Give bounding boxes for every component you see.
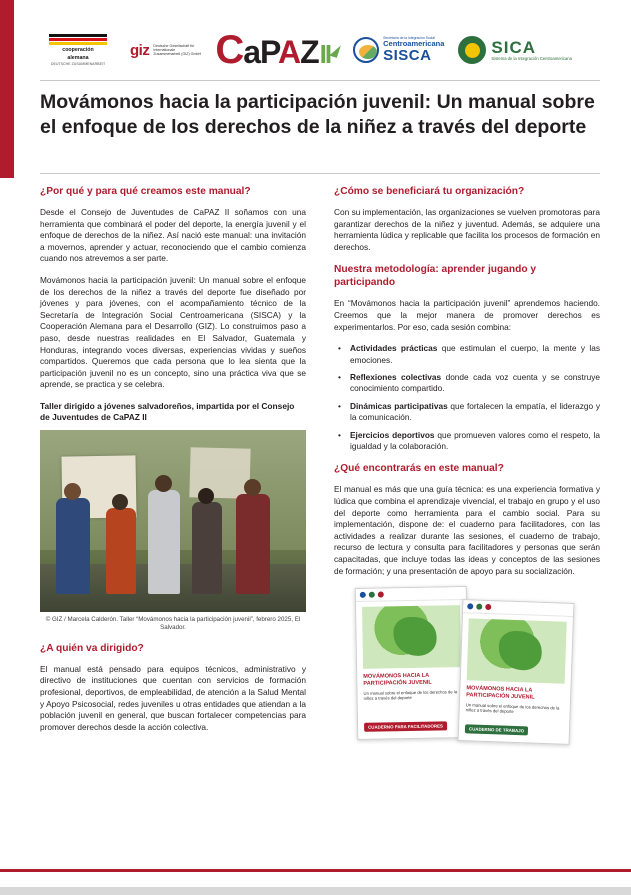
cooperacion-line1: cooperación: [62, 46, 94, 53]
bullet-term: Actividades prácticas: [350, 343, 438, 354]
sisca-mid-text: Centroamericana: [383, 39, 445, 49]
sisca-wordmark: SISCA: [383, 46, 432, 64]
heading-que-encontraras: ¿Qué encontrarás en este manual?: [334, 463, 504, 475]
cover-logo-dot-icon: [476, 604, 482, 610]
sica-seal-icon: [458, 36, 486, 64]
manual-cover-mockups: [334, 587, 600, 747]
workshop-photo: [40, 430, 306, 612]
cooperacion-line3: DEUTSCHE ZUSAMMENARBEIT: [50, 61, 106, 66]
paragraph-beneficio-1: Con su implementación, las organizaciones se vuelven promotoras para garantizar derechos de la niñez y juventud. Además, se adquiere una herramienta lúdica y replicable que facilita los procesos de formación en derechos.: [334, 207, 600, 252]
leaf-icon: [329, 43, 341, 58]
list-item: [334, 343, 600, 366]
title-divider: [40, 173, 600, 174]
cover-trabajo: [458, 599, 575, 745]
cover-subtitle: Un manual sobre el enfoque de los derechos de la niñez a través del deporte: [465, 702, 560, 715]
photo-credit: © GIZ / Marcela Calderón. Taller “Movámonos hacia la participación juvenil”, febrero 2025, El Salvador.: [45, 615, 301, 631]
bullet-text: que promueven valores como el respeto, la igualdad y la colaboración.: [350, 429, 601, 451]
bullet-text: que estimulan el cuerpo, la mente y las emociones.: [350, 343, 600, 365]
heading-como-beneficiara: ¿Cómo se beneficiará tu organización?: [334, 186, 525, 197]
left-column: [40, 185, 306, 743]
heading-a-quien: ¿A quién va dirigido?: [40, 642, 144, 654]
cover-logo-dot-icon: [378, 592, 384, 598]
bullet-term: Dinámicas participativas: [350, 400, 448, 411]
cover-title: MOVÁMONOS HACIA LA PARTICIPACIÓN JUVENIL: [466, 685, 535, 701]
footer-bar: [0, 869, 631, 895]
capaz-logo: [215, 30, 339, 70]
list-item: [334, 372, 600, 395]
sica-logo: [458, 36, 572, 64]
cover-facilitadores: [355, 586, 470, 740]
left-accent-bar: [0, 0, 14, 178]
cover-tag: CUADERNO DE TRABAJO: [465, 724, 528, 735]
bullet-text: que fortalecen la empatía, el liderazgo y la comunicación.: [350, 400, 600, 423]
cover-subtitle: Un manual sobre el enfoque de los derechos de la niñez a través del deporte: [363, 689, 458, 702]
cover-map-illustration: [467, 618, 567, 683]
list-item: [334, 430, 600, 453]
giz-fulltext: Deutsche Gesellschaft für Internationale Zusammenarbeit (GIZ) GmbH: [153, 43, 202, 57]
paragraph-que-encontraras-1: El manual es más que una guía técnica: es una experiencia formativa y lúdica que combina el aprendizaje vivencial, el trabajo en grupo y el uso del deporte como herramienta para el cambio social. Para su implementación, dispone de: el cuaderno para facilitadores, con las actividades a realizar durante las sesiones, el cuaderno de trabajo, recurso de lectura y consulta para facilitadores y personas que serán capacitadas, que incluye todas las ideas y conceptos de las sesiones de formación; y una presentación de apoyo para su socialización.: [334, 484, 600, 576]
heading-por-que: ¿Por qué y para qué creamos este manual?: [40, 186, 251, 197]
cooperacion-line2: alemana: [67, 55, 89, 62]
bullet-term: Reflexiones colectivas: [350, 371, 442, 382]
cooperacion-alemana-logo: [40, 34, 116, 66]
cover-logo-strip: [463, 600, 573, 617]
german-flag-icon: [49, 34, 107, 45]
paragraph-por-que-2: Movámonos hacia la participación juvenil: Un manual sobre el enfoque de los derechos de la niñez a través del deporte fue diseñado por jóvenes y para jóvenes, con el acompañamiento técnico de la Secretaría de Integración Social Centroamericana (SISCA) y la Cooperación Alemana para el Desarrollo (GIZ). Lo construimos paso a paso, desde nuestras realidades en El Salvador, Guatemala y Honduras, integrando voces diversas, experiencias vividas y sueños compartidos. Queremos que cada persona que lo lea sienta que la participación juvenil no es un concepto, sino una práctica viva que se aprende, se practica y se celebra.: [40, 274, 306, 390]
paragraph-a-quien-1: El manual está pensado para equipos técnicos, administrativo y directivo de instituciones que cuentan con servicios de formación profesional, deportivos, de empleabilidad, de atención a la Salud Mental y Apoyo Psicosocial, redes juveniles u otras entidades que atiendan a la población juvenil en general, que buscan fortalecer competencias para promover derechos desde la acción colectiva.: [40, 663, 306, 732]
heading-metodologia: Nuestra metodología: aprender jugando y participando: [334, 264, 537, 289]
cover-logo-dot-icon: [360, 592, 366, 598]
giz-logo: [130, 42, 201, 59]
photo-caption-heading: Taller dirigido a jóvenes salvadoreños, impartida por el Consejo de Juventudes de CaPAZ II: [40, 400, 295, 423]
cover-tag: CUADERNO PARA FACILITADORES: [364, 722, 447, 732]
right-column: [334, 185, 600, 747]
paragraph-por-que-1: Desde el Consejo de Juventudes de CaPAZ II soñamos con una herramienta que combinará el poder del deporte, la energía juvenil y el enfoque de derechos de la niñez. Así nació este manual: una invitación a movernos, aprender y actuar, reconociendo que el cambio comienza cuando nos atrevemos a ser parte.: [40, 207, 306, 264]
cover-logo-dot-icon: [485, 604, 491, 610]
logo-strip: [40, 26, 600, 74]
paragraph-metodologia-1: En “Movámonos hacia la participación juvenil” aprendemos haciendo. Creemos que la mejor manera de promover derechos es experimentarlos. Por eso, cada sesión combina:: [334, 298, 600, 332]
capaz-wordmark: CaPAZII: [215, 28, 331, 72]
sica-wordmark: SICA: [491, 37, 537, 57]
sisca-logo: [353, 37, 444, 63]
cover-map-illustration: [362, 605, 461, 669]
cover-title: MOVÁMONOS HACIA LA PARTICIPACIÓN JUVENIL: [363, 672, 432, 688]
giz-mark: giz: [130, 41, 150, 59]
header-divider: [40, 80, 600, 81]
sisca-seal-icon: [353, 37, 379, 63]
cover-logo-strip: [356, 587, 466, 602]
page-title: Movámonos hacia la participación juvenil: Un manual sobre el enfoque de los derechos de la niñez a través del deporte: [40, 91, 595, 138]
cover-logo-dot-icon: [467, 603, 473, 609]
cover-logo-dot-icon: [369, 592, 375, 598]
bullet-text: donde cada voz cuenta y se construye conocimiento compartido.: [350, 371, 600, 394]
sica-subtitle: Sistema de la Integración Centroamericana: [491, 55, 572, 61]
list-item: [334, 401, 600, 424]
metodologia-bullet-list: [334, 343, 600, 452]
sisca-top-text: Secretaría de la Integración Social: [383, 36, 435, 41]
footer-gray-strip: [0, 887, 631, 895]
bullet-term: Ejercicios deportivos: [350, 429, 435, 440]
